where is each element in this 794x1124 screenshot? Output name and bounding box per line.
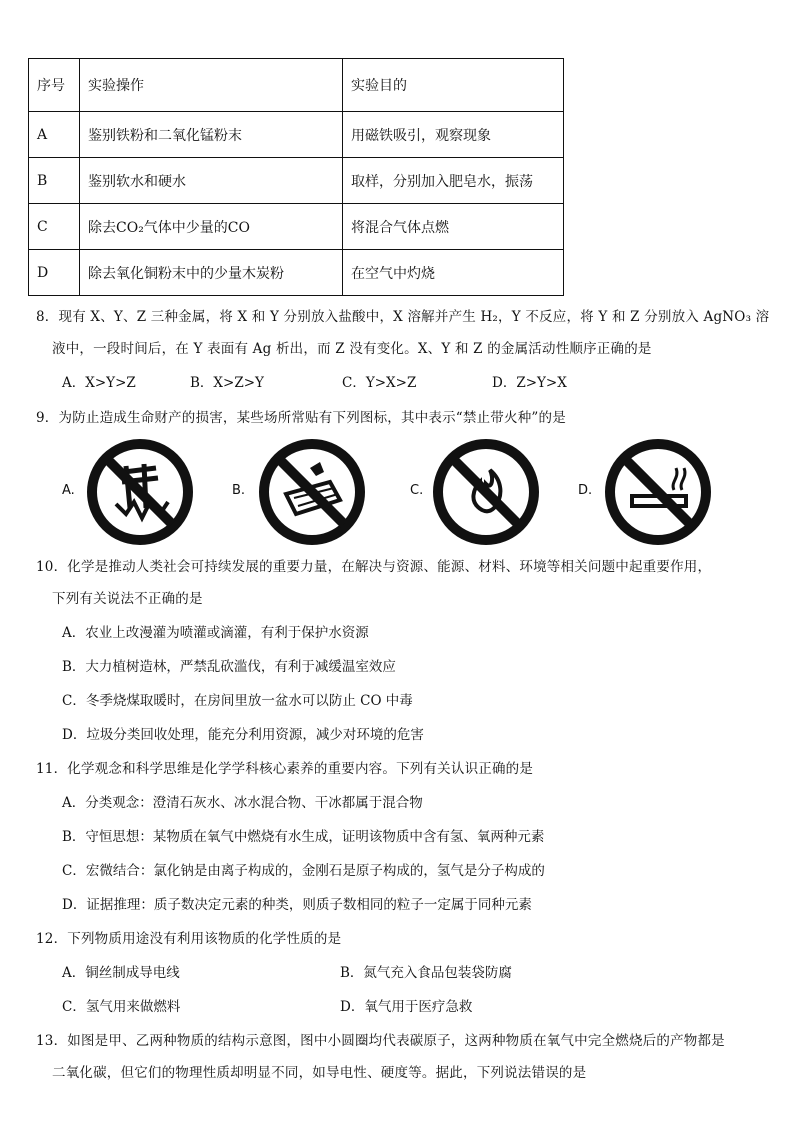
- table-cell: D: [29, 250, 80, 296]
- q10-stem-line1: 10．化学是推动人类社会可持续发展的重要力量，在解决与资源、能源、材料、环境等相关问题中起重要作用，: [36, 559, 712, 575]
- q8-option-a: A．X>Y>Z: [62, 375, 136, 391]
- q12-option-a: A．铜丝制成导电线: [62, 965, 180, 981]
- table-row: [29, 158, 564, 204]
- experiment-table: [28, 58, 564, 296]
- table-cell: 鉴别铁粉和二氧化锰粉末: [80, 112, 343, 158]
- q11-option-a: A．分类观念：澄清石灰水、冰水混合物、干冰都属于混合物: [62, 795, 423, 811]
- q8-option-b: B．X>Z>Y: [190, 375, 264, 391]
- table-cell: 取样，分别加入肥皂水，振荡: [343, 158, 564, 204]
- table-row: [29, 112, 564, 158]
- q12-option-b: B．氮气充入食品包装袋防腐: [340, 965, 512, 981]
- q12-option-d: D．氧气用于医疗急救: [340, 999, 473, 1015]
- no-open-flame-icon: [86, 438, 194, 546]
- q8-stem-line2: 液中，一段时间后，在 Y 表面有 Ag 析出，而 Z 没有变化。X、Y 和 Z 的金属活动性顺序正确的是: [52, 341, 652, 357]
- table-cell: 将混合气体点燃: [343, 204, 564, 250]
- q8-stem-line1: 8．现有 X、Y、Z 三种金属，将 X 和 Y 分别放入盐酸中，X 溶解并产生 H₂，Y 不反应，将 Y 和 Z 分别放入 AgNO₃ 溶: [36, 309, 770, 325]
- q13-stem-line1: 13．如图是甲、乙两种物质的结构示意图，图中小圆圈均代表碳原子，这两种物质在氧气中完全燃烧后的产物都是: [36, 1033, 725, 1049]
- table-cell: C: [29, 204, 80, 250]
- q9-stem: 9．为防止造成生命财产的损害，某些场所常贴有下列图标，其中表示“禁止带火种”的是: [36, 410, 566, 426]
- table-cell: 除去CO₂气体中少量的CO: [80, 204, 343, 250]
- q9-label-c: C.: [410, 483, 424, 498]
- table-row: [29, 250, 564, 296]
- q9-label-b: B.: [232, 483, 246, 498]
- q8-option-d: D．Z>Y>X: [492, 375, 567, 391]
- q10-stem-line2: 下列有关说法不正确的是: [52, 591, 203, 607]
- table-header-cell: 实验操作: [80, 59, 343, 112]
- q11-stem: 11．化学观念和科学思维是化学学科核心素养的重要内容。下列有关认识正确的是: [36, 761, 534, 777]
- table-header-row: [29, 59, 564, 112]
- table-header-cell: 实验目的: [343, 59, 564, 112]
- q11-option-b: B．守恒思想：某物质在氧气中燃烧有水生成，证明该物质中含有氢、氧两种元素: [62, 829, 545, 845]
- table-cell: B: [29, 158, 80, 204]
- no-fireworks-icon: [258, 438, 366, 546]
- q13-stem-line2: 二氧化碳，但它们的物理性质却明显不同，如导电性、硬度等。据此，下列说法错误的是: [52, 1065, 587, 1081]
- q10-option-b: B．大力植树造林，严禁乱砍滥伐，有利于减缓温室效应: [62, 659, 396, 675]
- table-cell: 除去氧化铜粉末中的少量木炭粉: [80, 250, 343, 296]
- q8-option-c: C．Y>X>Z: [342, 375, 417, 391]
- q12-stem: 12．下列物质用途没有利用该物质的化学性质的是: [36, 931, 342, 947]
- q11-option-c: C．宏微结合：氯化钠是由离子构成的，金刚石是原子构成的，氢气是分子构成的: [62, 863, 545, 879]
- no-smoking-icon: [604, 438, 712, 546]
- table-cell: 在空气中灼烧: [343, 250, 564, 296]
- q10-option-a: A．农业上改漫灌为喷灌或滴灌，有利于保护水资源: [62, 625, 369, 641]
- no-burning-icon: [432, 438, 540, 546]
- table-header-cell: 序号: [29, 59, 80, 112]
- q9-label-d: D.: [578, 483, 593, 498]
- table-cell: A: [29, 112, 80, 158]
- table-cell: 用磁铁吸引，观察现象: [343, 112, 564, 158]
- q12-option-c: C．氢气用来做燃料: [62, 999, 181, 1015]
- q10-option-c: C．冬季烧煤取暖时，在房间里放一盆水可以防止 CO 中毒: [62, 693, 413, 709]
- q10-option-d: D．垃圾分类回收处理，能充分利用资源，减少对环境的危害: [62, 727, 424, 743]
- table-cell: 鉴别软水和硬水: [80, 158, 343, 204]
- q9-label-a: A.: [62, 483, 75, 498]
- q11-option-d: D．证据推理：质子数决定元素的种类，则质子数相同的粒子一定属于同种元素: [62, 897, 532, 913]
- table-row: [29, 204, 564, 250]
